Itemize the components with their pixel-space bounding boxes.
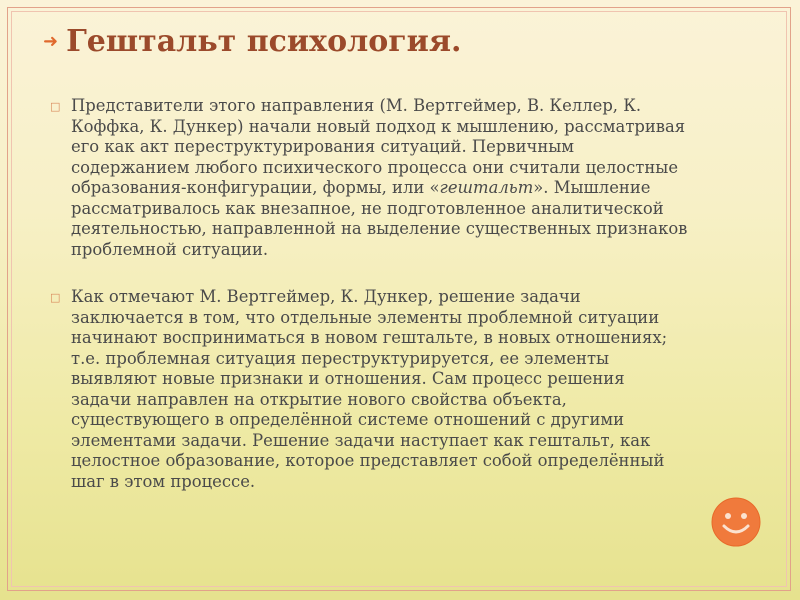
paragraph-1-tail: ». Мышление рассматривалось как внезапное, не подготовленное аналитической деятельностью, направленной на выделение существенных признаков проблемной ситуации.: [71, 178, 688, 259]
paragraph-2-text: Как отмечают М. Вертгеймер, К. Дункер, решение задачи заключается в том, что отдельные элементы проблемной ситуации начинают восприниматься в новом гештальте, в новых отношениях; т.е. проблемная ситуация переструктурируется, ее элементы выявляют новые признаки и отношения. Сам процесс решения задачи направлен на открытие нового свойства объекта, существующего в определённой системе отношений с другими элементами задачи. Решение задачи наступает как гештальт, как целостное образование, которое представляет собой определённый шаг в этом процессе.: [71, 287, 668, 491]
paragraph-1-lead: Представители этого направления (М. Вертгеймер, В. Келлер, К. Коффка, К. Дункер) начали новый подход к мышлению, рассматривая его как акт переструктурирования ситуаций. Первичным содержанием любого психического процесса они считали целостные образования-конфигурации, формы, или «: [71, 96, 686, 197]
title-row: [43, 22, 461, 62]
slide-title: Гештальт психология.: [66, 24, 462, 59]
smiley-face-icon: [710, 496, 762, 548]
paragraph-1: [50, 96, 690, 260]
paragraph-2: [50, 287, 690, 492]
square-bullet-icon: □: [50, 291, 61, 304]
arrow-bullet-icon: ➜: [43, 31, 59, 52]
slide-content: [50, 96, 690, 519]
square-bullet-icon: □: [50, 100, 61, 113]
paragraph-1-emphasis: гештальт: [439, 178, 534, 197]
